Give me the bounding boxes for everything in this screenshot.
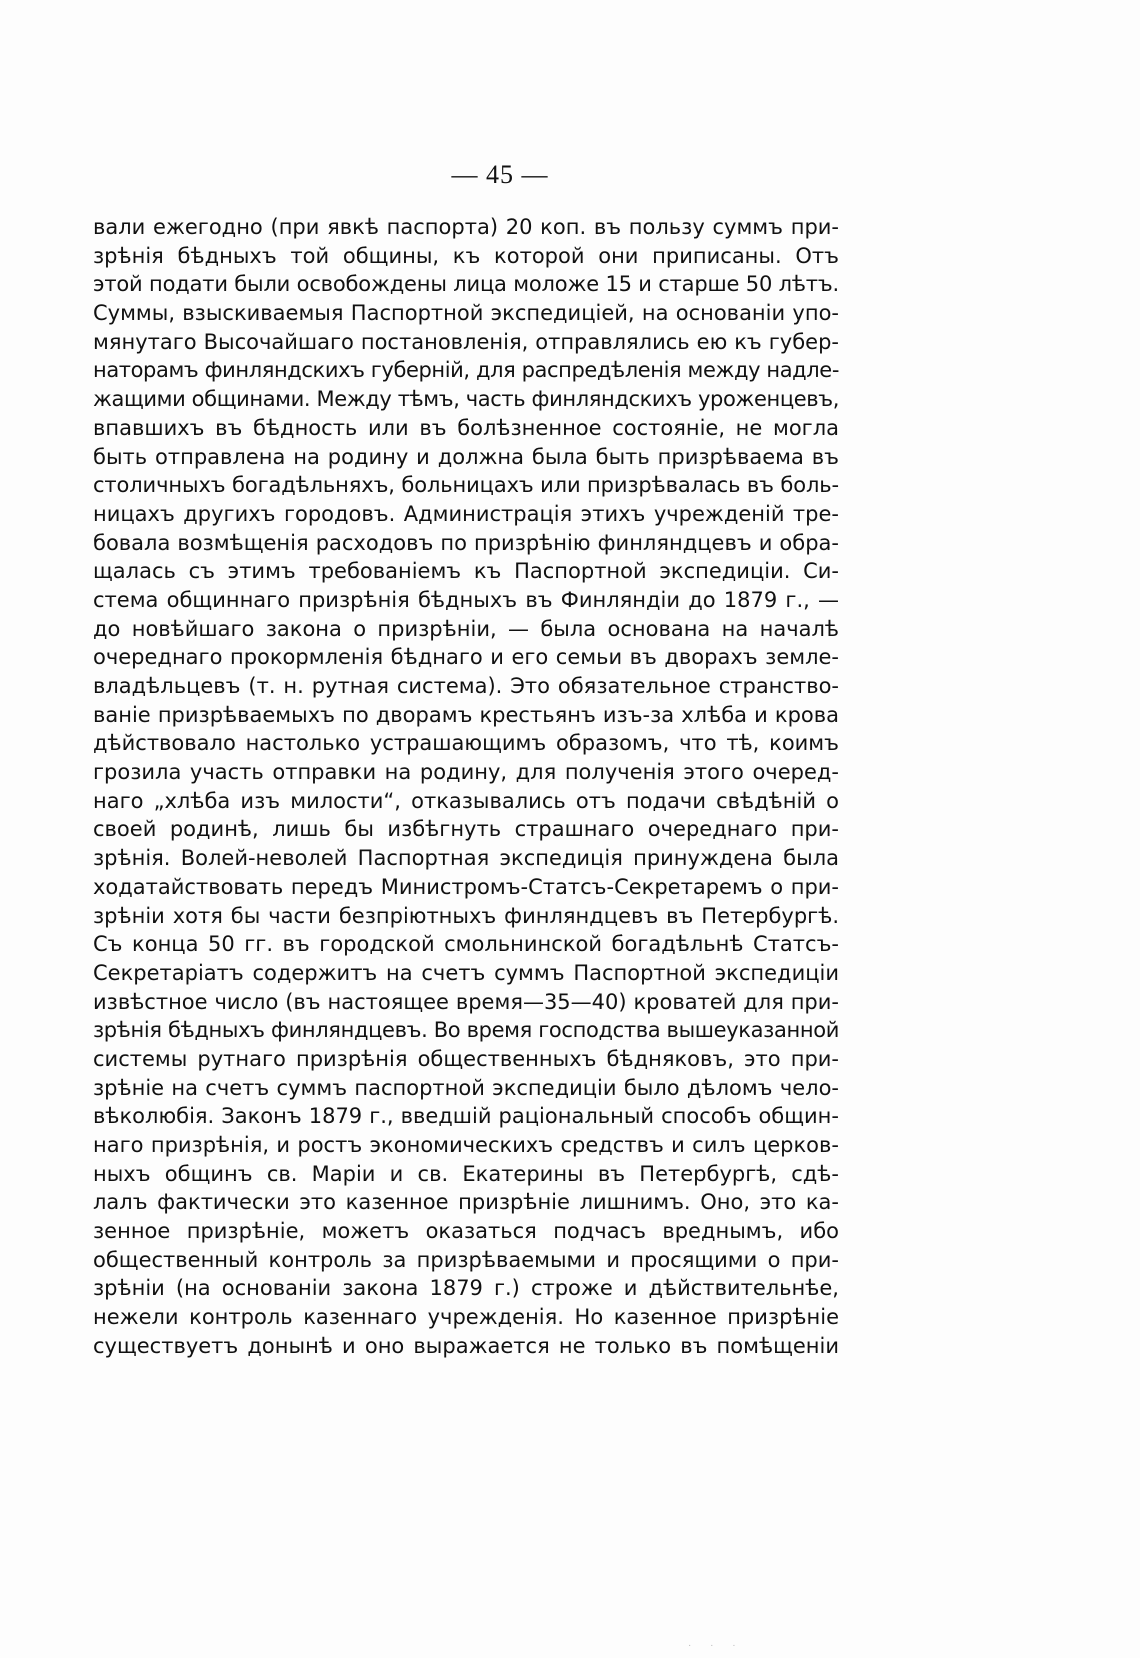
text-line: наго „хлѣба изъ милости“, отказывались отъ подачи свѣдѣній о bbox=[93, 788, 839, 813]
text-line: системы рутнаго призрѣнія общественныхъ бѣдняковъ, это при- bbox=[93, 1046, 839, 1071]
text-line: наго призрѣнія, и ростъ экономическихъ средствъ и силъ церков- bbox=[93, 1133, 839, 1157]
text-line: ницахъ другихъ городовъ. Администрація этихъ учрежденій тре- bbox=[93, 501, 839, 526]
text-line: ныхъ общинъ св. Маріи и св. Екатерины въ Петербургѣ, сдѣ- bbox=[93, 1161, 839, 1186]
text-line: этой подати были освобождены лица моложе 15 и старше 50 лѣтъ. bbox=[93, 272, 839, 297]
text-line: зрѣнія бѣдныхъ той общины, къ которой они приписаны. Отъ bbox=[93, 243, 839, 268]
text-line: зрѣнія. Волей-неволей Паспортная экспедиція принуждена была bbox=[93, 846, 839, 871]
text-line: дѣйствовало настолько устрашающимъ образомъ, что тѣ, коимъ bbox=[93, 731, 839, 756]
text-line: столичныхъ богадѣльняхъ, больницахъ или призрѣвалась въ боль- bbox=[93, 473, 839, 498]
text-line: щалась съ этимъ требованіемъ къ Паспортной экспедиціи. Си- bbox=[93, 559, 839, 584]
text-line: зрѣніи хотя бы части безпріютныхъ финляндцевъ въ Петербургѣ. bbox=[93, 903, 839, 928]
text-line: мянутаго Высочайшаго постановленія, отправлялись ею къ губер- bbox=[93, 329, 839, 354]
text-line: лалъ фактически это казенное призрѣніе лишнимъ. Оно, это ка- bbox=[93, 1190, 839, 1215]
text-line: зрѣніе на счетъ суммъ паспортной экспедиціи было дѣломъ чело- bbox=[93, 1075, 839, 1100]
page-number: — 45 — bbox=[451, 160, 549, 189]
text-line: вѣколюбія. Законъ 1879 г., введшій раціональный способъ общин- bbox=[93, 1104, 839, 1129]
text-line: грозила участь отправки на родину, для полученія этого очеред- bbox=[93, 760, 839, 785]
text-line: жащими общинами. Между тѣмъ, часть финляндскихъ уроженцевъ, bbox=[93, 387, 839, 412]
text-line: зрѣніи (на основаніи закона 1879 г.) строже и дѣйствительнѣе, bbox=[93, 1276, 839, 1301]
text-line: бовала возмѣщенія расходовъ по призрѣнію финляндцевъ и обра- bbox=[93, 530, 839, 555]
text-line: очереднаго прокормленія бѣднаго и его семьи въ дворахъ земле- bbox=[93, 645, 839, 670]
text-line: вали ежегодно (при явкѣ паспорта) 20 коп. въ пользу суммъ при- bbox=[93, 215, 839, 239]
text-line: зрѣнія бѣдныхъ финляндцевъ. Во время господства вышеуказанной bbox=[93, 1018, 839, 1043]
text-line: Суммы, взыскиваемыя Паспортной экспедиціей, на основаніи упо- bbox=[93, 301, 839, 326]
text-line: нежели контроль казеннаго учрежденія. Но казенное призрѣніе bbox=[93, 1305, 839, 1330]
text-line: впавшихъ въ бѣдность или въ болѣзненное состояніе, не могла bbox=[93, 415, 839, 440]
body-text bbox=[93, 213, 839, 1361]
text-line: стема общиннаго призрѣнія бѣдныхъ въ Финляндіи до 1879 г., — bbox=[93, 587, 839, 612]
text-line: своей родинѣ, лишь бы избѣгнуть страшнаго очереднаго при- bbox=[93, 817, 839, 842]
text-line: ваніе призрѣваемыхъ по дворамъ крестьянъ изъ-за хлѣба и крова bbox=[93, 702, 839, 727]
text-line: извѣстное число (въ настоящее время—35—40) кроватей для при- bbox=[93, 989, 839, 1014]
text-line: общественный контроль за призрѣваемыми и просящими о при- bbox=[93, 1247, 839, 1272]
text-line: наторамъ финляндскихъ губерній, для распредѣленія между надле- bbox=[93, 358, 839, 383]
text-line: Секретаріатъ содержитъ на счетъ суммъ Паспортной экспедиціи bbox=[93, 960, 839, 985]
text-line: существуетъ донынѣ и оно выражается не только въ помѣщеніи bbox=[93, 1333, 839, 1358]
scan-artifact: · · · bbox=[688, 1640, 744, 1651]
text-line: Съ конца 50 гг. въ городской смольнинской богадѣльнѣ Статсъ- bbox=[93, 932, 839, 957]
text-line: зенное призрѣніе, можетъ оказаться подчасъ вреднымъ, ибо bbox=[93, 1219, 839, 1244]
text-line: владѣльцевъ (т. н. рутная система). Это обязательное странство- bbox=[93, 674, 839, 698]
text-line: ходатайствовать передъ Министромъ-Статсъ-Секретаремъ о при- bbox=[93, 874, 839, 899]
text-line: быть отправлена на родину и должна была быть призрѣваема въ bbox=[93, 444, 839, 469]
text-line: до новѣйшаго закона о призрѣніи, — была основана на началѣ bbox=[93, 616, 839, 641]
